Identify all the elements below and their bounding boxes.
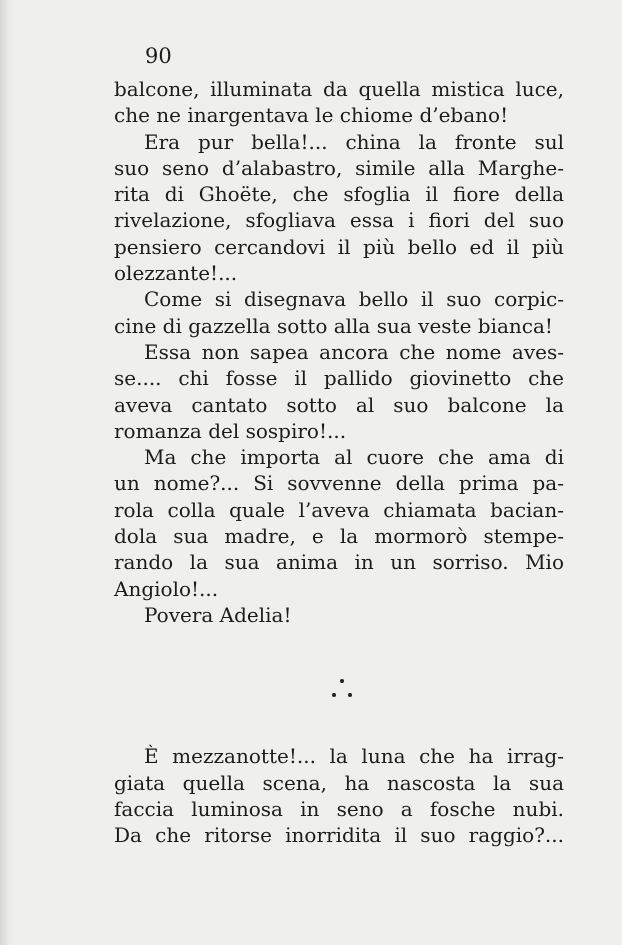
paragraph <box>114 129 564 287</box>
text-line: Angiolo!... <box>114 576 219 601</box>
text-line: rola colla quale l’aveva chiamata bacian- <box>114 497 564 522</box>
section-break-dots-icon <box>114 675 564 717</box>
text-line: rando la sua anima in un sorriso. Mio <box>114 550 564 575</box>
text-line: romanza del sospiro!... <box>114 418 347 443</box>
text-line: suo seno d’alabastro, simile alla Marghe- <box>114 155 564 180</box>
page-number: 90 <box>145 44 172 68</box>
text-line: olezzante!... <box>114 261 238 286</box>
paragraph <box>114 444 564 602</box>
paragraph <box>114 286 564 339</box>
text-line: Ma che importa al cuore che ama di <box>144 445 564 470</box>
text-line: È mezzanotte!... la luna che ha irrag- <box>144 744 564 769</box>
body-text <box>114 76 564 848</box>
text-line: Da che ritorse inorridita il suo raggio?... <box>114 823 564 848</box>
text-line: aveva cantato sotto al suo balcone la <box>114 392 564 417</box>
text-line: balcone, illuminata da quella mistica luce, <box>114 77 564 101</box>
text-line: Come si disegnava bello il suo corpic- <box>144 287 564 312</box>
text-line: Povera Adelia! <box>144 602 292 627</box>
text-line: Era pur bella!... china la fronte sul <box>144 129 564 154</box>
paragraph <box>114 602 564 628</box>
text-line: faccia luminosa in seno a fosche nubi. <box>114 796 564 821</box>
text-line: che ne inargentava le chiome d’ebano! <box>114 103 509 128</box>
text-line: se.... chi fosse il pallido giovinetto che <box>114 366 564 391</box>
text-line: un nome?... Si sovvenne della prima pa- <box>114 471 564 496</box>
text-line: pensiero cercandovi il più bello ed il più <box>114 234 564 259</box>
section-spacer <box>114 717 564 743</box>
paragraph <box>114 76 564 129</box>
text-line: cine di gazzella sotto alla sua veste bianca! <box>114 313 553 338</box>
text-line: Essa non sapea ancora che nome aves- <box>144 339 564 364</box>
section-spacer <box>114 628 564 675</box>
paragraph <box>114 339 564 444</box>
text-line: giata quella scena, ha nascosta la sua <box>114 770 564 795</box>
text-line: rita di Ghoëte, che sfoglia il fiore della <box>114 182 564 207</box>
text-line: dola sua madre, e la mormorò stempe- <box>114 524 564 549</box>
text-line: rivelazione, sfogliava essa i fiori del suo <box>114 208 564 233</box>
page-binding-edge <box>0 0 14 945</box>
paragraph <box>114 743 564 848</box>
